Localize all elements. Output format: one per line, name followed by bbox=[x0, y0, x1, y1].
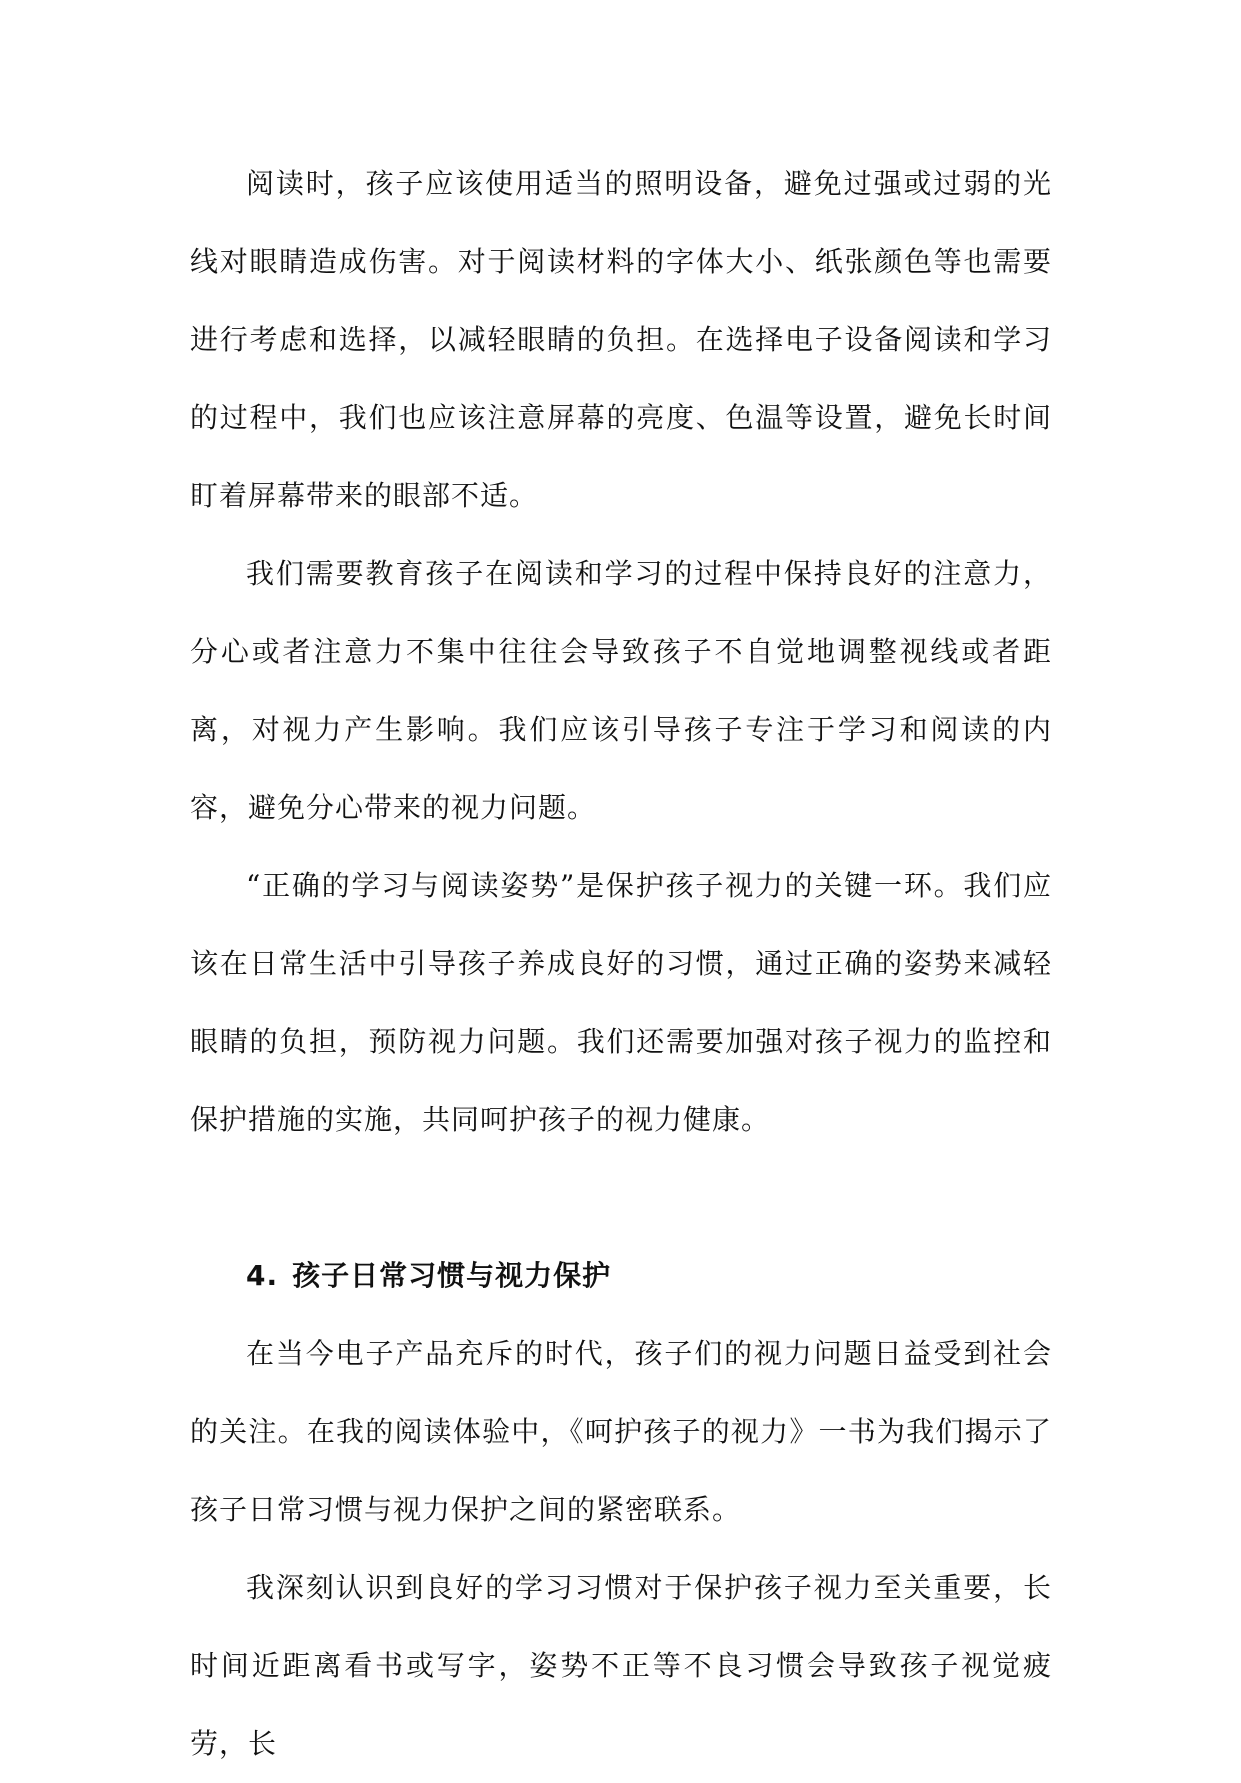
paragraph-lighting: 阅读时，孩子应该使用适当的照明设备，避免过强或过弱的光线对眼睛造成伤害。对于阅读材料的字体大小、纸张颜色等也需要进行考虑和选择，以减轻眼睛的负担。在选择电子设备阅读和学习的过程中，我们也应该注意屏幕的亮度、色温等设置，避免长时间盯着屏幕带来的眼部不适。 bbox=[190, 167, 1052, 512]
paragraph-electronics: 在当今电子产品充斥的时代，孩子们的视力问题日益受到社会的关注。在我的阅读体验中，《呵护孩子的视力》一书为我们揭示了孩子日常习惯与视力保护之间的紧密联系。 bbox=[190, 1337, 1052, 1526]
section-number: 4. bbox=[246, 1259, 279, 1292]
document-body bbox=[190, 145, 1052, 1783]
section-title: 孩子日常习惯与视力保护 bbox=[292, 1259, 612, 1292]
paragraph-attention: 我们需要教育孩子在阅读和学习的过程中保持良好的注意力，分心或者注意力不集中往往会导致孩子不自觉地调整视线或者距离，对视力产生影响。我们应该引导孩子专注于学习和阅读的内容，避免分心带来的视力问题。 bbox=[190, 557, 1052, 824]
paragraph-study-habits: 我深刻认识到良好的学习习惯对于保护孩子视力至关重要，长时间近距离看书或写字，姿势不正等不良习惯会导致孩子视觉疲劳，长 bbox=[190, 1571, 1052, 1760]
paragraph-posture: “正确的学习与阅读姿势”是保护孩子视力的关键一环。我们应该在日常生活中引导孩子养成良好的习惯，通过正确的姿势来减轻眼睛的负担，预防视力问题。我们还需要加强对孩子视力的监控和保护措施的实施，共同呵护孩子的视力健康。 bbox=[190, 869, 1052, 1136]
section-heading bbox=[190, 1237, 1052, 1315]
